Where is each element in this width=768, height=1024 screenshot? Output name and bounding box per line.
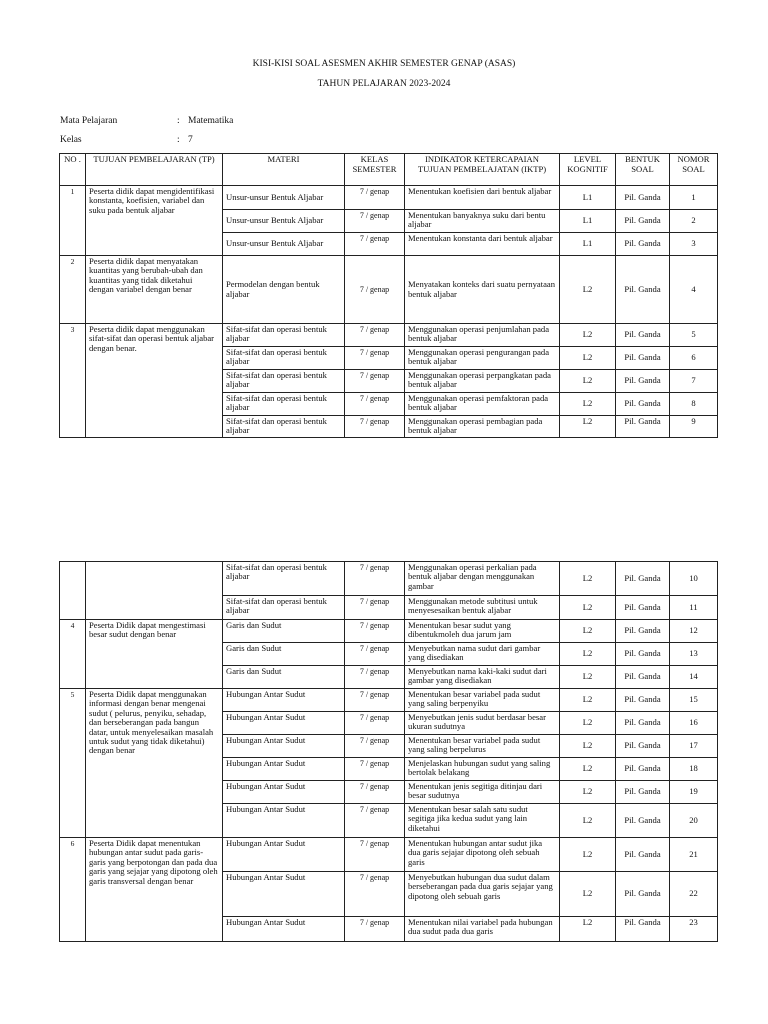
row-iktp: Menentukan besar salah satu sudut segitiga jika kedua sudut yang lain diketahui (405, 804, 560, 838)
row-bentuk: Pil. Ganda (616, 872, 670, 917)
row-kelas: 7 / genap (345, 416, 405, 438)
row-level: L2 (560, 735, 616, 758)
row-iktp: Menggunakan operasi pengurangan pada bentuk aljabar (405, 347, 560, 370)
mapel-label: Mata Pelajaran (60, 116, 118, 126)
row-kelas: 7 / genap (345, 712, 405, 735)
row-materi: Permodelan dengan bentuk aljabar (223, 256, 345, 324)
row-materi: Sifat-sifat dan operasi bentuk aljabar (223, 416, 345, 438)
row-bentuk: Pil. Ganda (616, 186, 670, 210)
document-title: KISI-KISI SOAL ASESMEN AKHIR SEMESTER GENAP (ASAS) (252, 59, 516, 69)
row-level: L2 (560, 620, 616, 643)
row-bentuk: Pil. Ganda (616, 712, 670, 735)
row-kelas: 7 / genap (345, 735, 405, 758)
row-bentuk: Pil. Ganda (616, 620, 670, 643)
row-materi: Hubungan Antar Sudut (223, 804, 345, 838)
row-bentuk: Pil. Ganda (616, 256, 670, 324)
row-kelas: 7 / genap (345, 233, 405, 256)
row-level: L2 (560, 666, 616, 689)
row-level: L2 (560, 712, 616, 735)
row-kelas: 7 / genap (345, 838, 405, 872)
row-materi: Sifat-sifat dan operasi bentuk aljabar (223, 562, 345, 596)
row-nomor: 1 (670, 186, 718, 210)
mapel-colon: : (177, 116, 180, 126)
row-kelas: 7 / genap (345, 781, 405, 804)
row-iktp: Menentukan konstanta dari bentuk aljabar (405, 233, 560, 256)
row-kelas: 7 / genap (345, 804, 405, 838)
table-row (60, 689, 718, 712)
row-bentuk: Pil. Ganda (616, 210, 670, 233)
row-kelas: 7 / genap (345, 596, 405, 620)
row-bentuk: Pil. Ganda (616, 735, 670, 758)
mapel-value: Matematika (188, 116, 234, 126)
group-no: 6 (60, 838, 86, 942)
row-iktp: Menggunakan operasi pemfaktoran pada bentuk aljabar (405, 393, 560, 416)
row-bentuk: Pil. Ganda (616, 393, 670, 416)
row-materi: Sifat-sifat dan operasi bentuk aljabar (223, 324, 345, 347)
row-bentuk: Pil. Ganda (616, 596, 670, 620)
row-nomor: 5 (670, 324, 718, 347)
group-tp: Peserta Didik dapat mengestimasi besar sudut dengan benar (86, 620, 223, 689)
row-level: L2 (560, 416, 616, 438)
row-level: L2 (560, 804, 616, 838)
row-iktp: Menyatakan konteks dari suatu pernyataan bentuk aljabar (405, 256, 560, 324)
row-iktp: Menentukan hubungan antar sudut jika dua garis sejajar dipotong oleh sebuah garis (405, 838, 560, 872)
row-materi: Hubungan Antar Sudut (223, 872, 345, 917)
row-level: L2 (560, 838, 616, 872)
group-no: 3 (60, 324, 86, 438)
row-nomor: 2 (670, 210, 718, 233)
row-kelas: 7 / genap (345, 186, 405, 210)
row-kelas: 7 / genap (345, 758, 405, 781)
row-kelas: 7 / genap (345, 643, 405, 666)
kelas-label: Kelas (60, 135, 82, 145)
header-nomor: NOMOR SOAL (670, 154, 718, 186)
row-materi: Hubungan Antar Sudut (223, 712, 345, 735)
row-materi: Hubungan Antar Sudut (223, 689, 345, 712)
row-iktp: Menggunakan operasi penjumlahan pada bentuk aljabar (405, 324, 560, 347)
row-materi: Garis dan Sudut (223, 643, 345, 666)
table-row (60, 186, 718, 210)
row-level: L2 (560, 917, 616, 942)
row-nomor: 20 (670, 804, 718, 838)
row-bentuk: Pil. Ganda (616, 324, 670, 347)
row-nomor: 3 (670, 233, 718, 256)
document-subtitle: TAHUN PELAJARAN 2023-2024 (317, 79, 451, 89)
row-level: L2 (560, 562, 616, 596)
row-nomor: 16 (670, 712, 718, 735)
row-materi: Sifat-sifat dan operasi bentuk aljabar (223, 393, 345, 416)
row-iktp: Menggunakan metode subtitusi untuk menyesesaikan bentuk aljabar (405, 596, 560, 620)
row-nomor: 17 (670, 735, 718, 758)
row-nomor: 4 (670, 256, 718, 324)
table-row (60, 620, 718, 643)
row-materi: Unsur-unsur Bentuk Aljabar (223, 186, 345, 210)
row-bentuk: Pil. Ganda (616, 838, 670, 872)
row-bentuk: Pil. Ganda (616, 689, 670, 712)
row-iktp: Menyebutkan nama kaki-kaki sudut dari gambar yang disediakan (405, 666, 560, 689)
row-nomor: 18 (670, 758, 718, 781)
row-materi: Hubungan Antar Sudut (223, 781, 345, 804)
row-nomor: 22 (670, 872, 718, 917)
row-materi: Garis dan Sudut (223, 620, 345, 643)
row-nomor: 21 (670, 838, 718, 872)
row-level: L1 (560, 233, 616, 256)
row-kelas: 7 / genap (345, 210, 405, 233)
row-level: L2 (560, 347, 616, 370)
row-level: L2 (560, 393, 616, 416)
row-level: L2 (560, 370, 616, 393)
row-iktp: Menentukan banyaknya suku dari bentu aljabar (405, 210, 560, 233)
header-iktp: INDIKATOR KETERCAPAIAN TUJUAN PEMBELAJATAN (IKTP) (405, 154, 560, 186)
row-iktp: Menyebutkan hubungan dua sudut dalam berseberangan pada dua garis sejajar yang dipotong oleh sebuah garis (405, 872, 560, 917)
row-materi: Hubungan Antar Sudut (223, 917, 345, 942)
header-bentuk: BENTUK SOAL (616, 154, 670, 186)
row-nomor: 23 (670, 917, 718, 942)
row-bentuk: Pil. Ganda (616, 643, 670, 666)
row-bentuk: Pil. Ganda (616, 370, 670, 393)
header-level: LEVEL KOGNITIF (560, 154, 616, 186)
row-nomor: 15 (670, 689, 718, 712)
row-level: L2 (560, 256, 616, 324)
row-bentuk: Pil. Ganda (616, 233, 670, 256)
row-nomor: 8 (670, 393, 718, 416)
row-bentuk: Pil. Ganda (616, 804, 670, 838)
row-nomor: 11 (670, 596, 718, 620)
row-nomor: 6 (670, 347, 718, 370)
table-row (60, 562, 718, 596)
group-no: 4 (60, 620, 86, 689)
row-iktp: Menggunakan operasi perkalian pada bentuk aljabar dengan menggunakan gambar (405, 562, 560, 596)
row-materi: Unsur-unsur Bentuk Aljabar (223, 210, 345, 233)
row-level: L2 (560, 643, 616, 666)
row-nomor: 9 (670, 416, 718, 438)
row-iktp: Menyebutkan jenis sudut berdasar besar ukuran sudutnya (405, 712, 560, 735)
row-nomor: 14 (670, 666, 718, 689)
row-kelas: 7 / genap (345, 562, 405, 596)
row-kelas: 7 / genap (345, 872, 405, 917)
table-header-row (60, 154, 718, 186)
row-nomor: 7 (670, 370, 718, 393)
group-no: 1 (60, 186, 86, 256)
group-no: 5 (60, 689, 86, 838)
row-level: L2 (560, 758, 616, 781)
row-level: L2 (560, 689, 616, 712)
row-level: L2 (560, 781, 616, 804)
header-tp: TUJUAN PEMBELAJARAN (TP) (86, 154, 223, 186)
row-iktp: Menyebutkan nama sudut dari gambar yang disediakan (405, 643, 560, 666)
kisi-kisi-table-1 (59, 153, 718, 438)
row-materi: Hubungan Antar Sudut (223, 735, 345, 758)
row-kelas: 7 / genap (345, 393, 405, 416)
row-iktp: Menentukan nilai variabel pada hubungan dua sudut pada dua garis (405, 917, 560, 942)
kelas-colon: : (177, 135, 180, 145)
row-bentuk: Pil. Ganda (616, 917, 670, 942)
row-kelas: 7 / genap (345, 347, 405, 370)
row-materi: Hubungan Antar Sudut (223, 838, 345, 872)
row-iktp: Menggunakan operasi perpangkatan pada bentuk aljabar (405, 370, 560, 393)
row-materi: Garis dan Sudut (223, 666, 345, 689)
row-iktp: Menentukan jenis segitiga ditinjau dari besar sudutnya (405, 781, 560, 804)
row-level: L2 (560, 324, 616, 347)
group-no: 2 (60, 256, 86, 324)
row-bentuk: Pil. Ganda (616, 666, 670, 689)
row-kelas: 7 / genap (345, 256, 405, 324)
row-materi: Sifat-sifat dan operasi bentuk aljabar (223, 347, 345, 370)
row-bentuk: Pil. Ganda (616, 562, 670, 596)
group-tp: Peserta Didik dapat menggunakan informasi dengan benar mengenai sudut ( pelurus, penyiku, sehadap, dan berseberangan pada bangun datar, untuk menyelesaikan masalah untuk sudut yang tidak diketahui) dengan benar (86, 689, 223, 838)
row-iktp: Menggunakan operasi pembagian pada bentuk aljabar (405, 416, 560, 438)
header-kelas: KELAS SEMESTER (345, 154, 405, 186)
kelas-value: 7 (188, 135, 193, 145)
row-kelas: 7 / genap (345, 666, 405, 689)
row-kelas: 7 / genap (345, 917, 405, 942)
kisi-kisi-table-2 (59, 561, 718, 942)
row-iktp: Menentukan besar variabel pada sudut yang saling berpenyiku (405, 689, 560, 712)
group-tp: Peserta didik dapat menggunakan sifat-sifat dan operasi bentuk aljabar dengan benar. (86, 324, 223, 438)
table-row (60, 324, 718, 347)
group-tp: Peserta didik dapat mengidentifikasi konstanta, koefisien, variabel dan suku pada bentuk aljabar (86, 186, 223, 256)
header-materi: MATERI (223, 154, 345, 186)
table-row (60, 838, 718, 872)
row-nomor: 12 (670, 620, 718, 643)
row-level: L2 (560, 596, 616, 620)
group-tp: Peserta Didik dapat menentukan hubungan antar sudut pada garis-garis yang berpotongan dan pada dua garis yang sejajar yang dipotong oleh garis transversal dengan benar (86, 838, 223, 942)
row-bentuk: Pil. Ganda (616, 347, 670, 370)
row-kelas: 7 / genap (345, 689, 405, 712)
row-iktp: Menentukan besar variabel pada sudut yang saling berpelurus (405, 735, 560, 758)
row-iktp: Menjelaskan hubungan sudut yang saling bertolak belakang (405, 758, 560, 781)
group-no (60, 562, 86, 620)
row-bentuk: Pil. Ganda (616, 416, 670, 438)
row-materi: Hubungan Antar Sudut (223, 758, 345, 781)
row-kelas: 7 / genap (345, 324, 405, 347)
row-iktp: Menentukan besar sudut yang dibentukmoleh dua jarum jam (405, 620, 560, 643)
row-materi: Unsur-unsur Bentuk Aljabar (223, 233, 345, 256)
row-bentuk: Pil. Ganda (616, 781, 670, 804)
row-nomor: 13 (670, 643, 718, 666)
row-materi: Sifat-sifat dan operasi bentuk aljabar (223, 370, 345, 393)
table-row (60, 256, 718, 324)
row-kelas: 7 / genap (345, 370, 405, 393)
row-kelas: 7 / genap (345, 620, 405, 643)
row-level: L1 (560, 210, 616, 233)
group-tp (86, 562, 223, 620)
row-nomor: 10 (670, 562, 718, 596)
row-bentuk: Pil. Ganda (616, 758, 670, 781)
row-nomor: 19 (670, 781, 718, 804)
row-iktp: Menentukan koefisien dari bentuk aljabar (405, 186, 560, 210)
row-level: L2 (560, 872, 616, 917)
row-level: L1 (560, 186, 616, 210)
group-tp: Peserta didik dapat menyatakan kuantitas yang berubah-ubah dan kuantitas yang tidak diketahui dengan variabel dengan benar (86, 256, 223, 324)
header-no: NO . (60, 154, 86, 186)
row-materi: Sifat-sifat dan operasi bentuk aljabar (223, 596, 345, 620)
